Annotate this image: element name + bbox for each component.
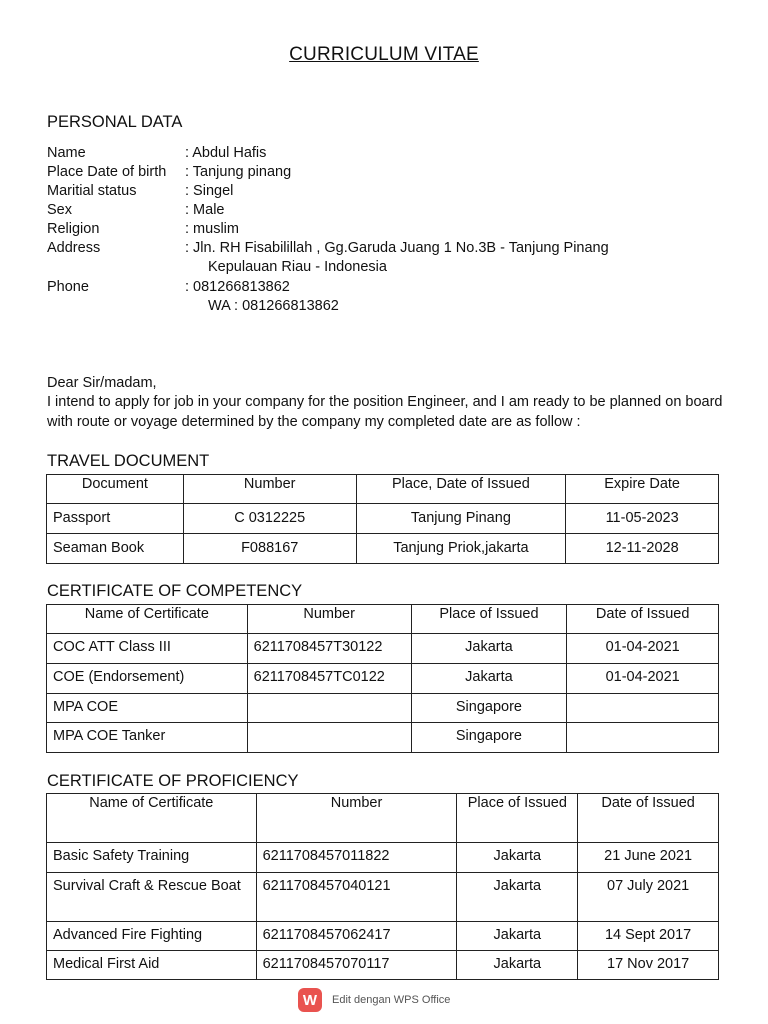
table-cell: 01-04-2021 [567, 634, 719, 664]
table-row [47, 843, 719, 873]
table-cell [567, 694, 719, 723]
table-cell: Singapore [411, 694, 567, 723]
table-cell: Jakarta [457, 951, 578, 980]
table-cell: Singapore [411, 723, 567, 753]
table-cell: 6211708457T30122 [247, 634, 411, 664]
table-cell: 6211708457TC0122 [247, 664, 411, 694]
column-header: Date of Issued [578, 794, 719, 843]
table-row [47, 723, 719, 753]
table-cell: Jakarta [411, 634, 567, 664]
table-cell: Advanced Fire Fighting [47, 922, 257, 951]
column-header: Number [256, 794, 457, 843]
table-cell: MPA COE Tanker [47, 723, 248, 753]
proficiency-table [46, 793, 719, 980]
table-cell: Medical First Aid [47, 951, 257, 980]
column-header: Name of Certificate [47, 794, 257, 843]
table-cell: Jakarta [411, 664, 567, 694]
table-row [47, 951, 719, 980]
table-cell: 6211708457062417 [256, 922, 457, 951]
personal-label: Sex [47, 202, 72, 218]
column-header: Place of Issued [457, 794, 578, 843]
competency-table [46, 604, 719, 753]
letter-salutation: Dear Sir/madam, [47, 375, 157, 391]
personal-value: : 081266813862 [185, 279, 290, 295]
table-cell: COE (Endorsement) [47, 664, 248, 694]
competency-heading: CERTIFICATE OF COMPETENCY [47, 582, 303, 600]
table-cell [247, 723, 411, 753]
table-cell: 14 Sept 2017 [578, 922, 719, 951]
table-cell: Jakarta [457, 873, 578, 922]
column-header: Date of Issued [567, 605, 719, 634]
table-cell: C 0312225 [183, 504, 356, 534]
personal-label: Address [47, 240, 101, 256]
column-header: Expire Date [566, 475, 719, 504]
table-cell [247, 694, 411, 723]
table-cell: 6211708457070117 [256, 951, 457, 980]
table-cell: 12-11-2028 [566, 534, 719, 564]
travel-document-table [46, 474, 719, 564]
table-cell: MPA COE [47, 694, 248, 723]
table-row [47, 664, 719, 694]
table-cell: Jakarta [457, 922, 578, 951]
table-cell: F088167 [183, 534, 356, 564]
table-cell: Jakarta [457, 843, 578, 873]
table-row [47, 504, 719, 534]
personal-label: Name [47, 145, 86, 161]
letter-body: I intend to apply for job in your company for the position Engineer, and I am ready to be planned on board with route or voyage determined by the company my completed date are as follow : [47, 394, 723, 430]
proficiency-heading: CERTIFICATE OF PROFICIENCY [47, 772, 299, 790]
table-cell: Survival Craft & Rescue Boat [47, 873, 257, 922]
wps-logo-icon: W [298, 988, 322, 1012]
personal-value-continuation: WA : 081266813862 [208, 298, 339, 314]
table-cell: Basic Safety Training [47, 843, 257, 873]
wps-footer[interactable] [298, 988, 450, 1012]
table-header-row [47, 475, 719, 504]
table-cell: 17 Nov 2017 [578, 951, 719, 980]
personal-label: Place Date of birth [47, 164, 167, 180]
table-row [47, 922, 719, 951]
table-header-row [47, 605, 719, 634]
table-cell: 11-05-2023 [566, 504, 719, 534]
table-cell: Passport [47, 504, 184, 534]
table-cell: COC ATT Class III [47, 634, 248, 664]
travel-document-heading: TRAVEL DOCUMENT [47, 452, 210, 470]
table-cell: Tanjung Pinang [356, 504, 566, 534]
column-header: Number [183, 475, 356, 504]
document-title: CURRICULUM VITAE [289, 44, 479, 65]
table-cell: 01-04-2021 [567, 664, 719, 694]
table-cell [567, 723, 719, 753]
personal-value: : Singel [185, 183, 234, 199]
personal-label: Phone [47, 279, 89, 295]
personal-value: : Tanjung pinang [185, 164, 292, 180]
column-header: Name of Certificate [47, 605, 248, 634]
wps-edit-link[interactable]: Edit dengan WPS Office [332, 994, 451, 1006]
personal-value-continuation: Kepulauan Riau - Indonesia [208, 259, 387, 275]
table-cell: 6211708457011822 [256, 843, 457, 873]
personal-value: : muslim [185, 221, 239, 237]
personal-value: : Abdul Hafis [185, 145, 267, 161]
column-header: Place, Date of Issued [356, 475, 566, 504]
table-row [47, 873, 719, 922]
table-cell: 6211708457040121 [256, 873, 457, 922]
personal-value: : Jln. RH Fisabilillah , Gg.Garuda Juang 1 No.3B - Tanjung Pinang [185, 240, 609, 256]
table-cell: Seaman Book [47, 534, 184, 564]
table-row [47, 534, 719, 564]
column-header: Number [247, 605, 411, 634]
table-row [47, 634, 719, 664]
column-header: Place of Issued [411, 605, 567, 634]
table-cell: Tanjung Priok,jakarta [356, 534, 566, 564]
personal-value: : Male [185, 202, 225, 218]
personal-data-heading: PERSONAL DATA [47, 113, 183, 131]
table-header-row [47, 794, 719, 843]
table-cell: 07 July 2021 [578, 873, 719, 922]
column-header: Document [47, 475, 184, 504]
personal-label: Maritial status [47, 183, 137, 199]
personal-label: Religion [47, 221, 100, 237]
table-row [47, 694, 719, 723]
table-cell: 21 June 2021 [578, 843, 719, 873]
